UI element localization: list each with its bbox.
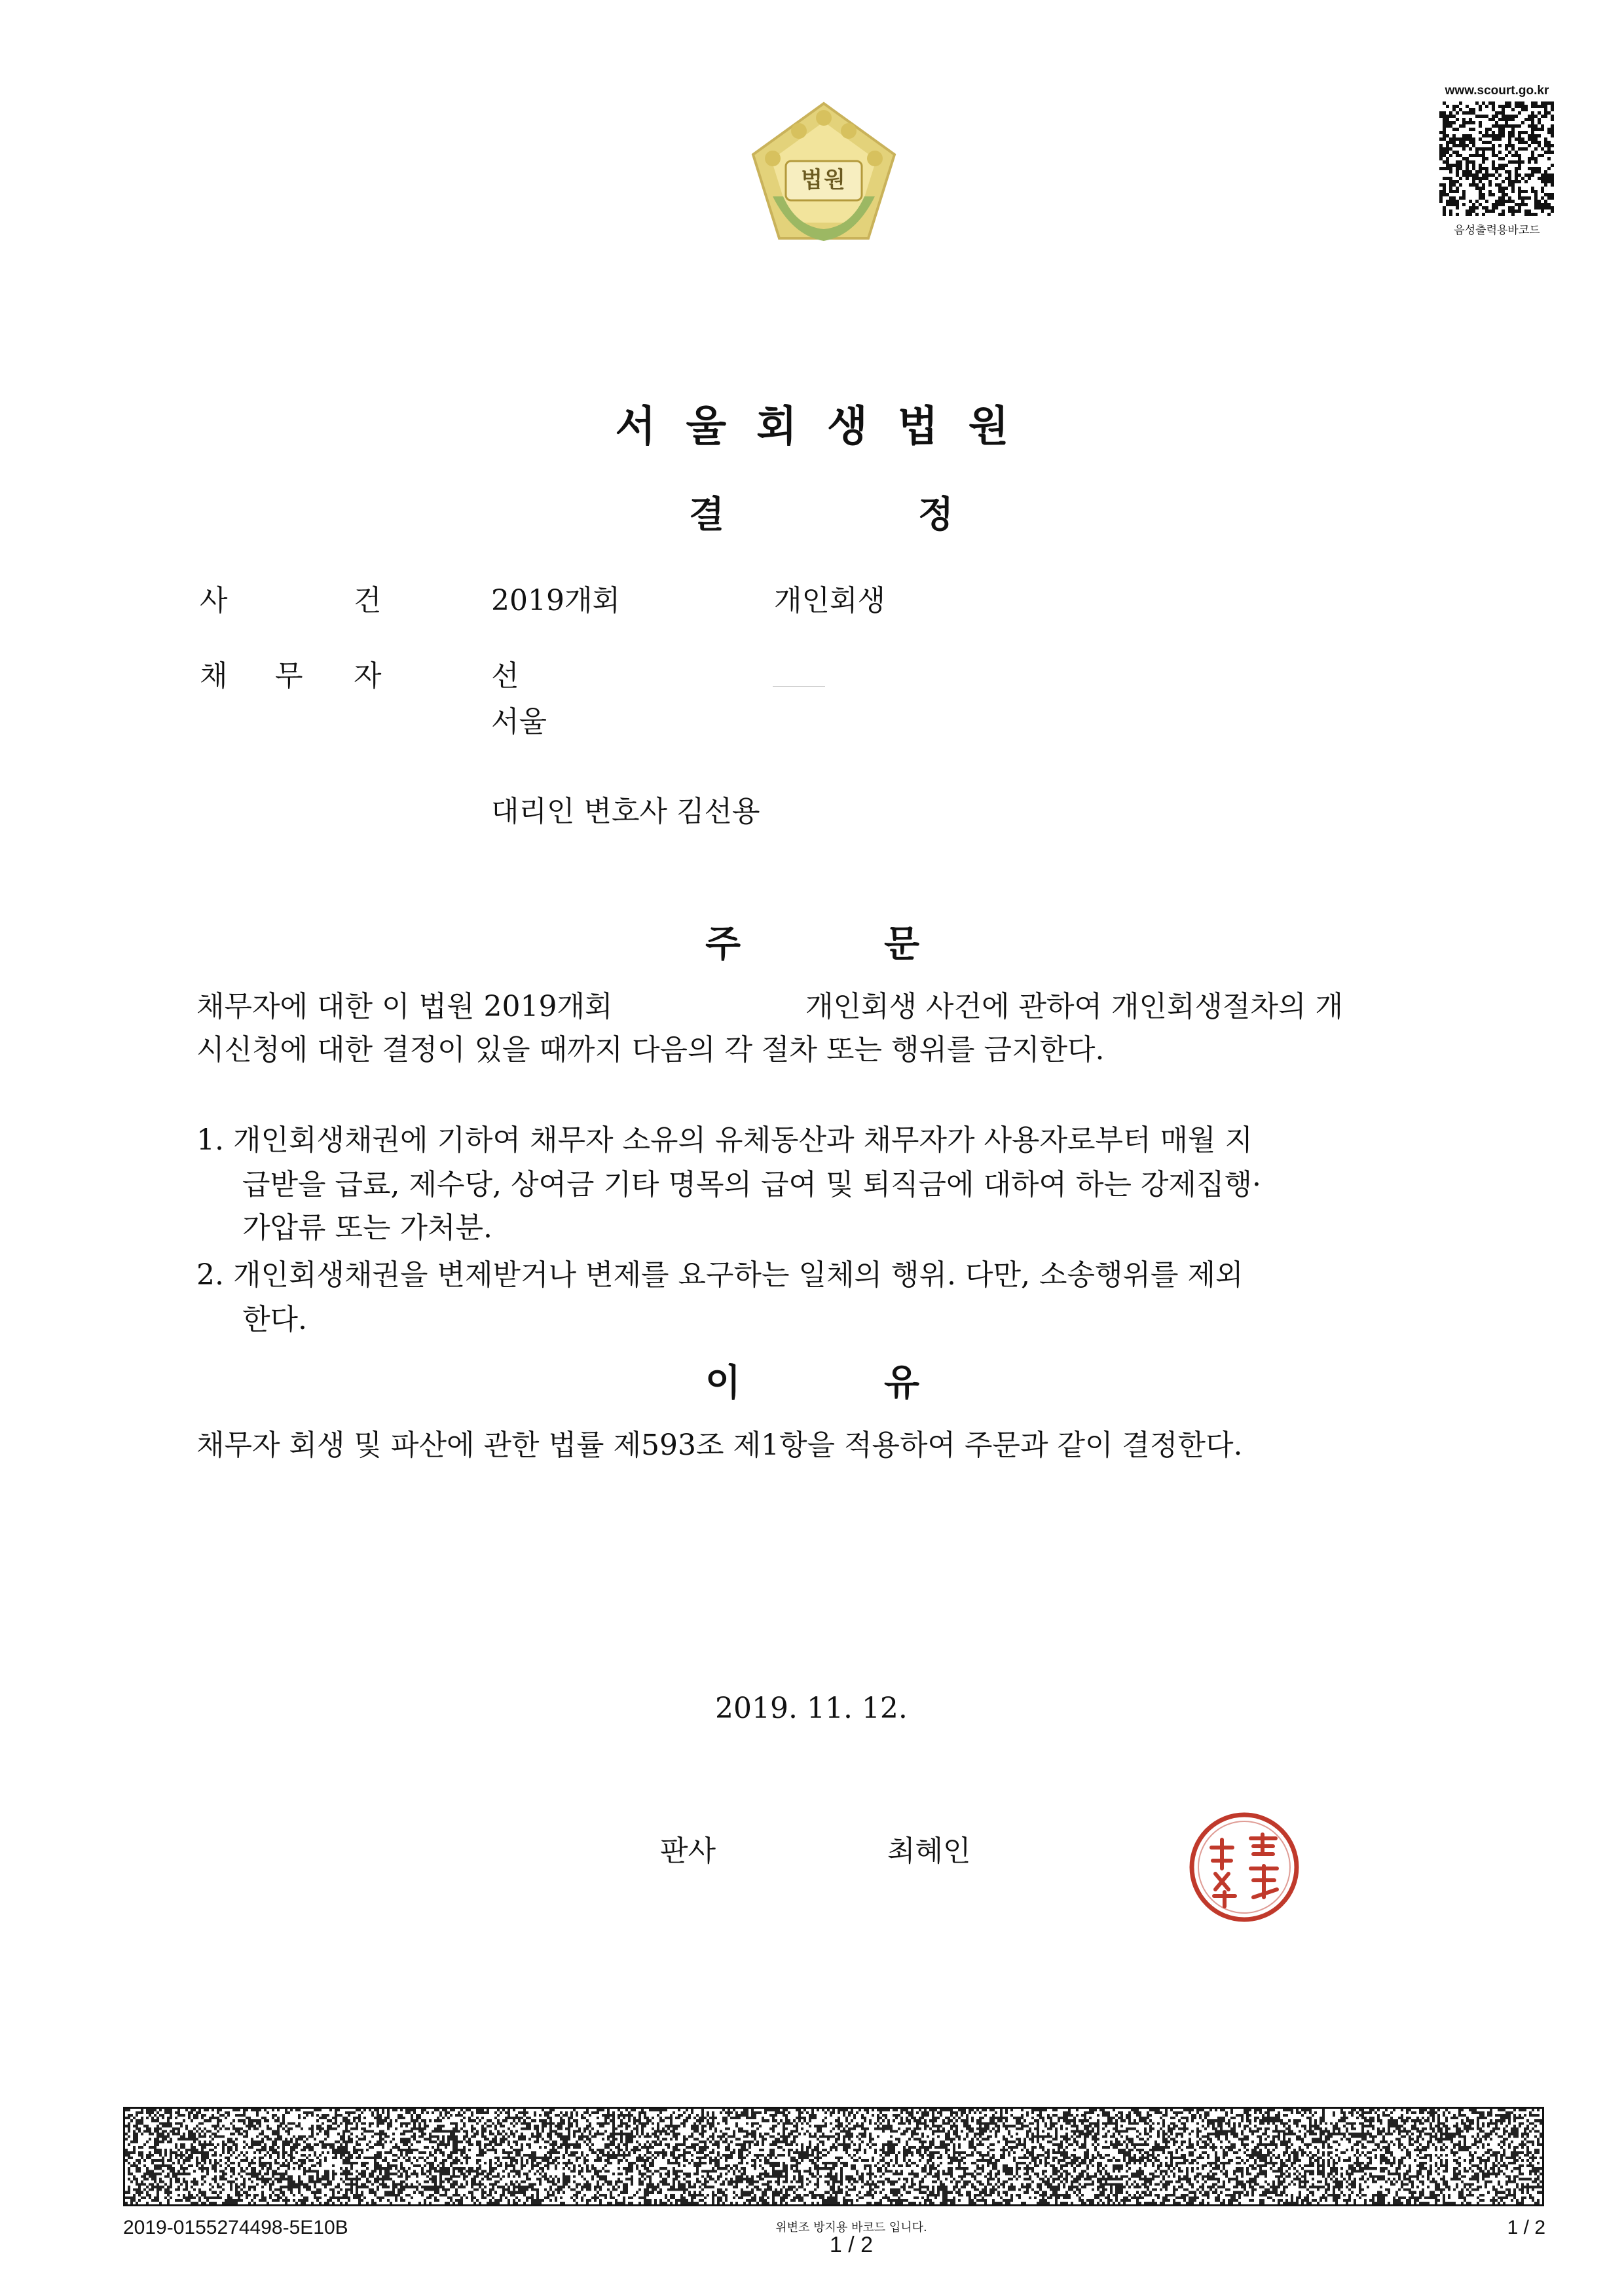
doc-title-left: 결 <box>689 494 725 536</box>
case-number: 2019개회 <box>491 584 620 617</box>
order-item1-line2: 급받을 급료, 제수당, 상여금 기타 명목의 급여 및 퇴직금에 대하여 하는 강제집행· <box>242 1168 1261 1201</box>
case-type: 개인회생 <box>774 584 886 617</box>
order-heading-right: 문 <box>884 923 920 966</box>
order-item2-line2: 한다. <box>242 1303 307 1336</box>
qr-code-icon <box>1439 101 1554 216</box>
doc-id: 2019-0155274498-5E10B <box>123 2217 348 2238</box>
decision-date: 2019. 11. 12. <box>715 1692 908 1725</box>
order-intro-line1-b: 개인회생 사건에 관하여 개인회생절차의 개 <box>805 990 1344 1023</box>
debtor-address: 서울 <box>491 705 547 738</box>
redaction-mark <box>773 686 825 687</box>
page-indicator-center: 1 / 2 <box>829 2232 874 2257</box>
anti-forgery-barcode <box>123 2107 1544 2206</box>
barcode-pattern-icon <box>125 2109 1542 2204</box>
judge-title: 판사 <box>660 1834 716 1868</box>
order-item2-line1: 2. 개인회생채권을 변제받거나 변제를 요구하는 일체의 행위. 다만, 소송행위를 제외 <box>196 1258 1244 1292</box>
case-label-2: 건 <box>354 584 382 617</box>
debtor-name: 선 <box>491 659 519 693</box>
judge-seal-icon <box>1185 1808 1303 1926</box>
qr-url: www.scourt.go.kr <box>1445 84 1549 98</box>
debtor-label-2: 무 <box>275 659 303 693</box>
debtor-agent: 대리인 변호사 김선용 <box>491 795 760 828</box>
emblem-label: 법원 <box>801 167 847 193</box>
anti-forgery-caption: 위변조 방지용 바코드 입니다. <box>775 2221 927 2234</box>
page-indicator-right: 1 / 2 <box>1507 2217 1545 2238</box>
debtor-label-3: 자 <box>354 659 382 693</box>
judge-name: 최혜인 <box>887 1834 971 1868</box>
order-item1-line3: 가압류 또는 가처분. <box>242 1211 492 1245</box>
case-label-1: 사 <box>200 584 228 617</box>
court-name: 서울회생법원 <box>615 403 1039 451</box>
order-item1-line1: 1. 개인회생채권에 기하여 채무자 소유의 유체동산과 채무자가 사용자로부터 매월 지 <box>196 1123 1253 1157</box>
order-intro-line1-a: 채무자에 대한 이 법원 2019개회 <box>196 990 613 1023</box>
reason-text: 채무자 회생 및 파산에 관한 법률 제593조 제1항을 적용하여 주문과 같이 결정한다. <box>196 1429 1243 1462</box>
debtor-label-1: 채 <box>200 659 228 693</box>
reason-heading-right: 유 <box>884 1362 920 1404</box>
qr-caption: 음성출력용바코드 <box>1454 224 1540 237</box>
order-heading-left: 주 <box>705 923 741 966</box>
doc-title-right: 정 <box>918 494 954 536</box>
reason-heading-left: 이 <box>705 1362 741 1404</box>
order-intro-line2: 시신청에 대한 결정이 있을 때까지 다음의 각 절차 또는 행위를 금지한다. <box>196 1033 1105 1066</box>
